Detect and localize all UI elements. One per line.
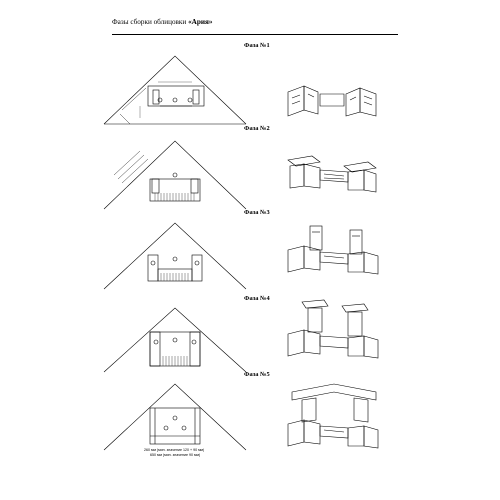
phase-5-label: Фаза №5 [244,371,270,378]
phase-4-isometric-view [284,298,384,363]
phase-1-plan-drawing [100,48,250,138]
phase-5-isometric-view [284,378,384,458]
phase-5-note-2: 650 мм (мин. значение 90 мм) [150,453,201,457]
phase-4-label: Фаза №4 [244,295,270,302]
title-prefix: Фазы сборки облицовки [112,18,189,26]
phase-2-isometric-view [284,152,384,197]
phase-5-plan-drawing [100,378,250,458]
page-title [112,18,212,26]
phase-5-note-1: 260 мм (мин. значение 120 + 90 мм) [144,448,205,452]
phase-2-plan-drawing [100,135,250,220]
header-rule [112,34,398,35]
phase-4-plan-drawing [100,302,250,382]
phase-3-isometric-view [284,220,384,280]
phase-3-label: Фаза №3 [244,209,270,216]
phase-2-label: Фаза №2 [244,125,270,132]
title-name: «Ария» [188,18,213,26]
phase-1-isometric-view [284,80,384,125]
phase-3-plan-drawing [100,215,250,300]
phase-1-label: Фаза №1 [244,42,270,49]
